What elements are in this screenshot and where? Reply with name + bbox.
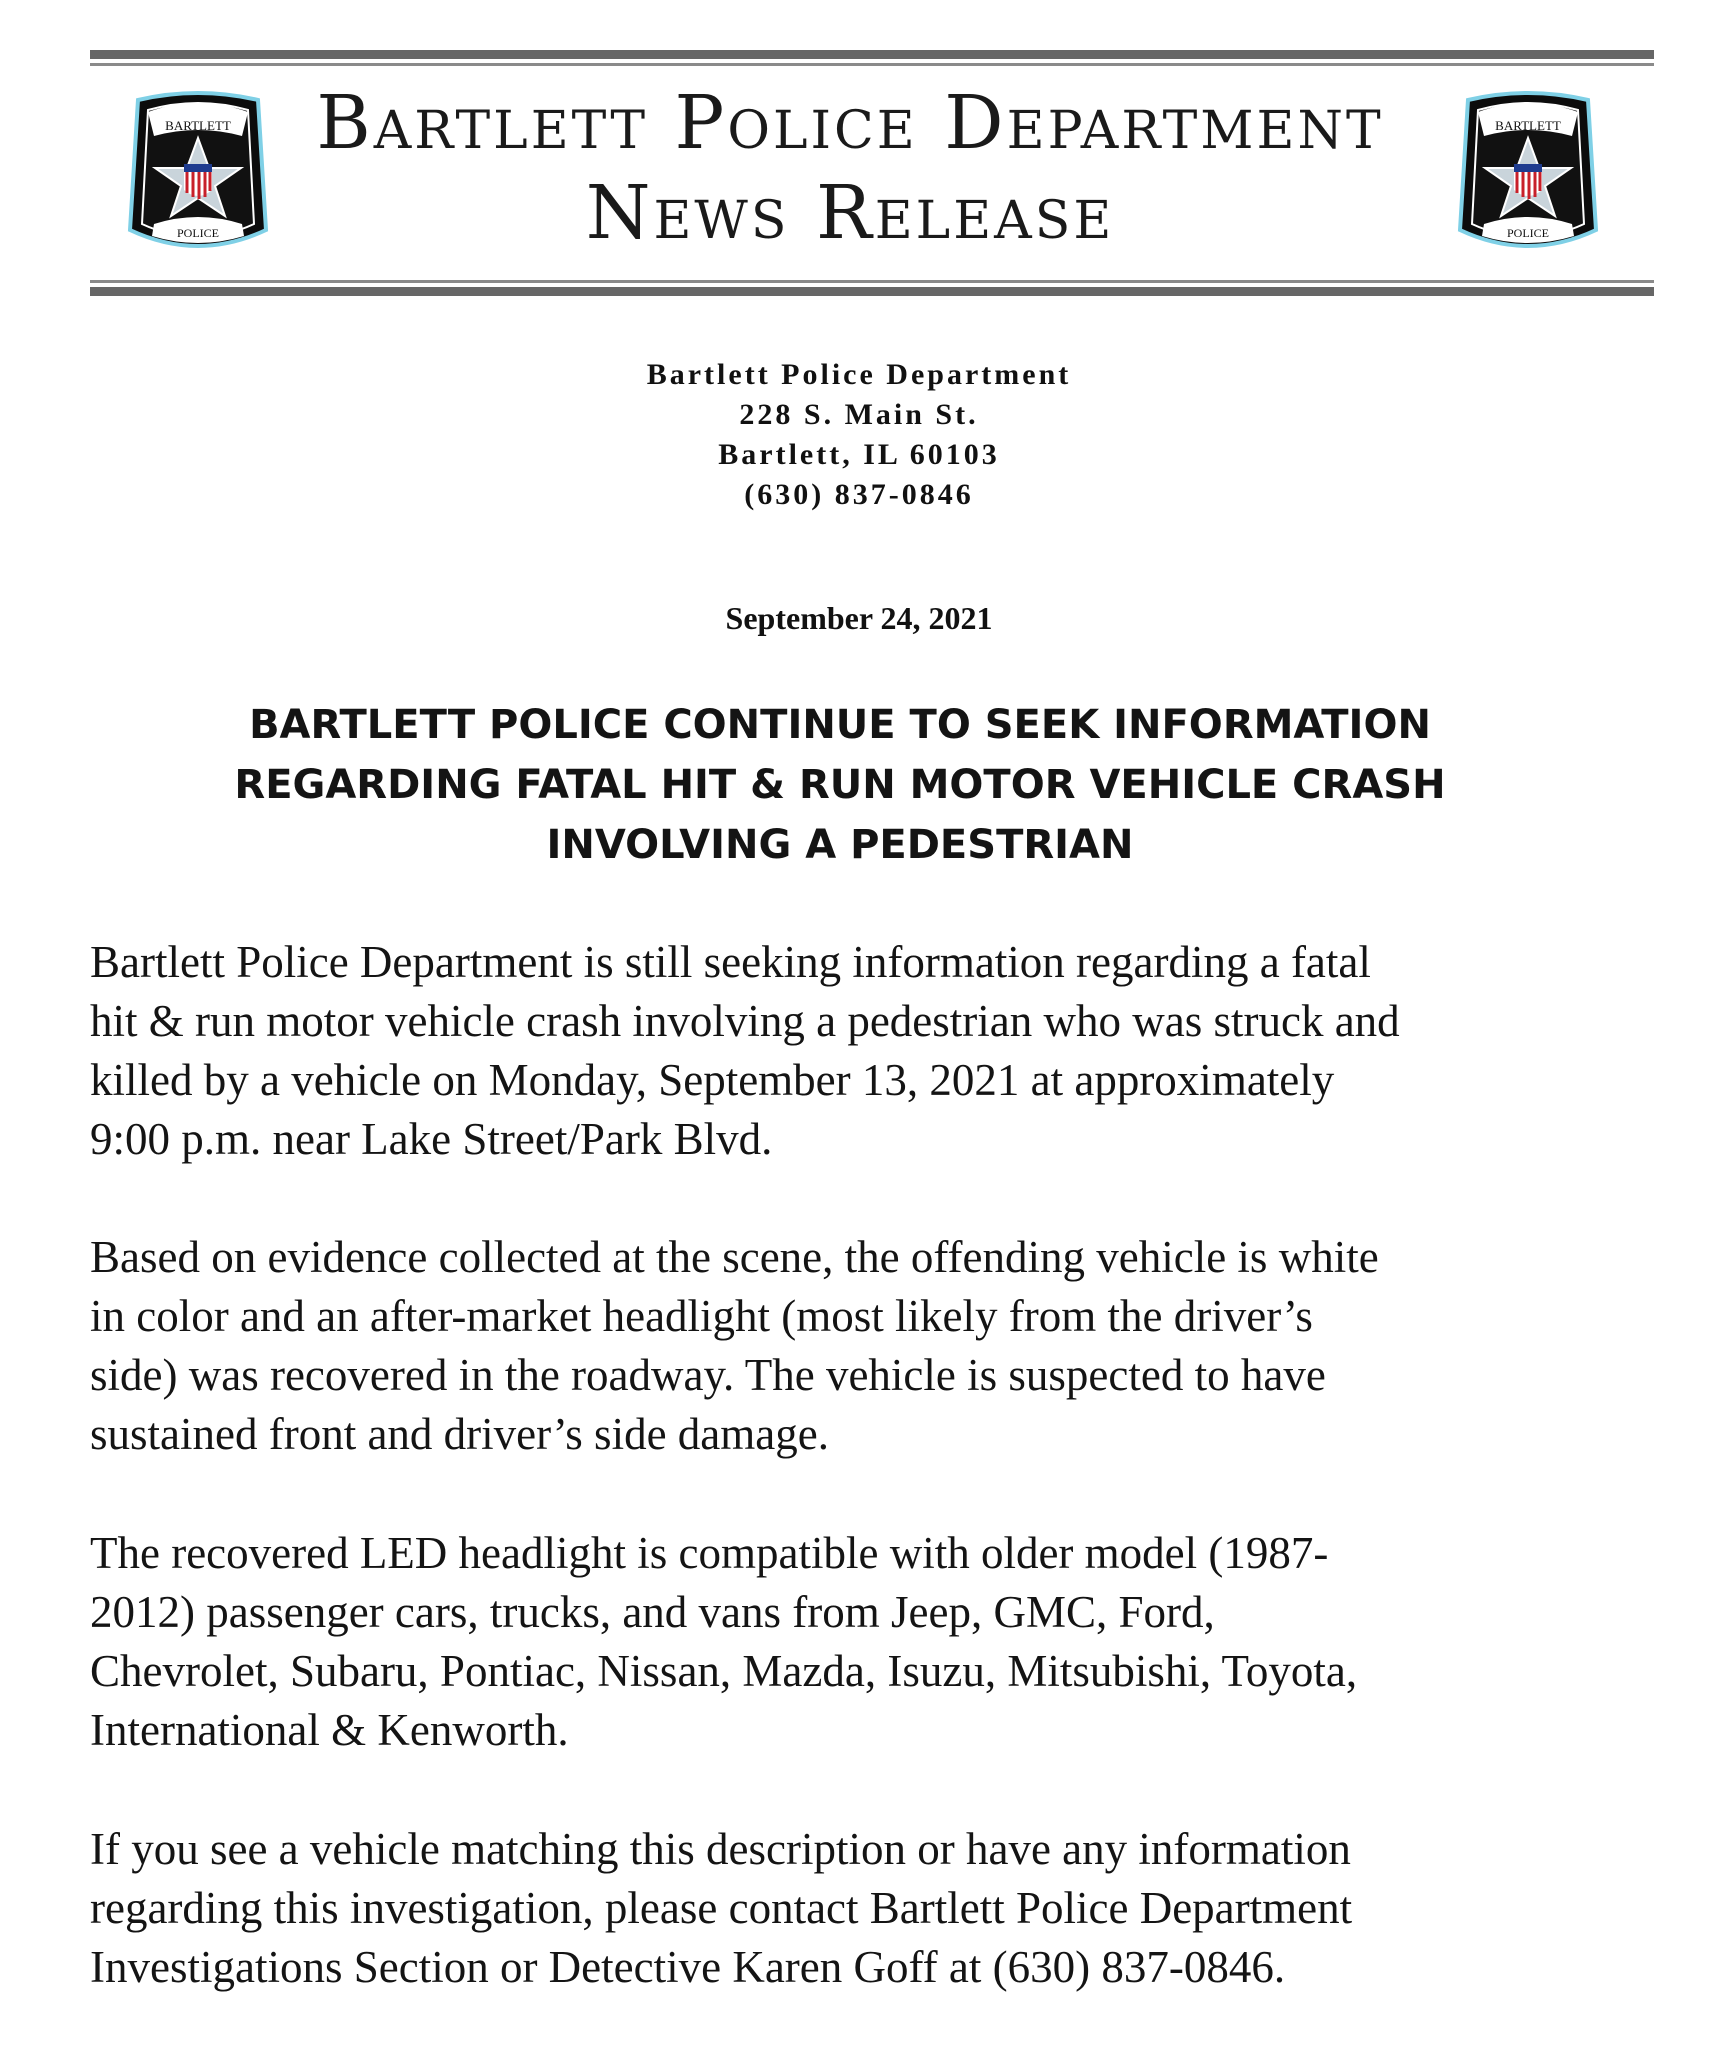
badge-right-bottom-text: POLICE xyxy=(1507,226,1549,240)
address-city: Bartlett, IL 60103 xyxy=(718,438,1000,471)
paragraph-line: If you see a vehicle matching this description or have any information xyxy=(90,1824,1351,1874)
body-paragraph-4 xyxy=(90,1820,1650,1997)
headline-line-2: REGARDING FATAL HIT & RUN MOTOR VEHICLE CRASH xyxy=(234,762,1446,808)
paragraph-line: The recovered LED headlight is compatible with older model (1987- xyxy=(90,1528,1329,1578)
header-rule-top-thin xyxy=(90,63,1654,66)
body-paragraph-1 xyxy=(90,933,1650,1169)
badge-left-top-text: BARTLETT xyxy=(165,118,231,133)
masthead-subtitle: News Release xyxy=(585,170,1115,256)
header-rule-bottom-thin xyxy=(90,280,1654,283)
address-phone: (630) 837-0846 xyxy=(744,478,974,511)
body-paragraph-2 xyxy=(90,1228,1650,1464)
paragraph-line: sustained front and driver’s side damage. xyxy=(90,1409,829,1459)
paragraph-line: regarding this investigation, please contact Bartlett Police Department xyxy=(90,1883,1353,1933)
badge-left-bottom-text: POLICE xyxy=(177,226,219,240)
release-date: September 24, 2021 xyxy=(725,600,993,636)
paragraph-line: Chevrolet, Subaru, Pontiac, Nissan, Mazda, Isuzu, Mitsubishi, Toyota, xyxy=(90,1646,1358,1696)
paragraph-line: Bartlett Police Department is still seeking information regarding a fatal xyxy=(90,937,1371,987)
header-rule-top-thick xyxy=(90,50,1654,59)
paragraph-line: 9:00 p.m. near Lake Street/Park Blvd. xyxy=(90,1114,773,1164)
paragraph-line: 2012) passenger cars, trucks, and vans from Jeep, GMC, Ford, xyxy=(90,1587,1215,1637)
masthead-title: Bartlett Police Department xyxy=(316,80,1384,166)
headline-line-3: INVOLVING A PEDESTRIAN xyxy=(546,822,1134,868)
paragraph-line: International & Kenworth. xyxy=(90,1705,569,1755)
paragraph-line: Based on evidence collected at the scene, the offending vehicle is white xyxy=(90,1232,1379,1282)
police-badge-left-icon xyxy=(118,90,278,260)
body-paragraph-3 xyxy=(90,1524,1650,1760)
paragraph-line: hit & run motor vehicle crash involving a pedestrian who was struck and xyxy=(90,996,1400,1046)
address-street: 228 S. Main St. xyxy=(739,398,979,431)
paragraph-line: side) was recovered in the roadway. The vehicle is suspected to have xyxy=(90,1350,1326,1400)
paragraph-line: in color and an after-market headlight (most likely from the driver’s xyxy=(90,1291,1313,1341)
headline-line-1: BARTLETT POLICE CONTINUE TO SEEK INFORMATION xyxy=(249,702,1431,748)
address-name: Bartlett Police Department xyxy=(646,358,1072,391)
police-badge-right-icon xyxy=(1448,90,1608,260)
paragraph-line: Investigations Section or Detective Karen Goff at (630) 837-0846. xyxy=(90,1942,1286,1992)
badge-right-top-text: BARTLETT xyxy=(1495,118,1561,133)
paragraph-line: killed by a vehicle on Monday, September 13, 2021 at approximately xyxy=(90,1055,1335,1105)
header-rule-bottom-thick xyxy=(90,287,1654,296)
